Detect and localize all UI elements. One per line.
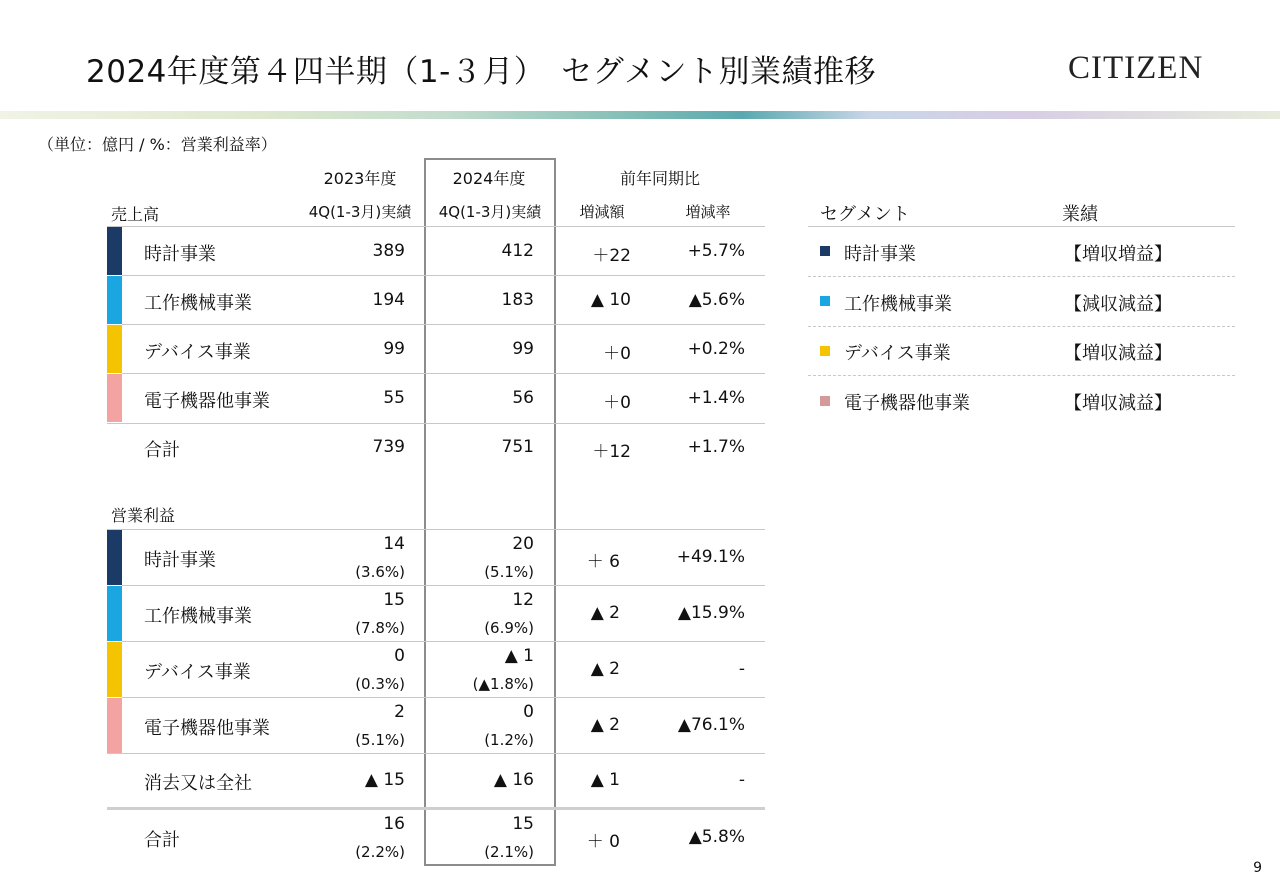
- header-2023: 2023年度: [323, 169, 397, 188]
- divider: [122, 324, 765, 325]
- subheader-2024-q4: 4Q(1-3月)実績: [438, 203, 542, 221]
- sales-2023: 55: [383, 388, 405, 408]
- machine-legend-square: [820, 296, 830, 306]
- segment-result: 【増収減益】: [1064, 393, 1172, 414]
- op-2024: 20: [512, 534, 534, 554]
- op-total-margin-2024: (2.1%): [484, 843, 534, 861]
- op-row-name: 工作機械事業: [144, 606, 252, 627]
- op-margin-2024: (5.1%): [484, 563, 534, 581]
- sales-2023: 194: [372, 290, 405, 310]
- divider: [122, 697, 765, 698]
- op-2024: 0: [523, 702, 534, 722]
- section-sales-label: 売上高: [111, 205, 160, 224]
- segment-result: 【増収減益】: [1064, 343, 1172, 364]
- sales-diff: ＋0: [603, 393, 631, 413]
- decorative-band: [0, 111, 1280, 119]
- op-margin-2023: (3.6%): [355, 563, 405, 581]
- divider: [808, 326, 1235, 327]
- divider: [122, 275, 765, 276]
- op-rate: ▲15.9%: [677, 603, 745, 623]
- op-diff: ▲ 2: [590, 603, 620, 623]
- sales-total-2024: 751: [501, 437, 534, 457]
- op-rate: -: [738, 659, 745, 679]
- sales-2024: 56: [512, 388, 534, 408]
- current-year-highlight: [424, 158, 556, 866]
- watch-color-bar: [107, 530, 122, 585]
- electronic-color-bar: [107, 698, 122, 753]
- device-legend-square: [820, 346, 830, 356]
- divider: [808, 375, 1235, 376]
- divider: [107, 529, 765, 530]
- device-color-bar: [107, 642, 122, 697]
- op-margin-2024: (1.2%): [484, 731, 534, 749]
- sales-2024: 99: [512, 339, 534, 359]
- sales-rate: +1.4%: [687, 388, 745, 408]
- citizen-logo: CITIZEN: [1068, 50, 1204, 86]
- electronic-legend-square: [820, 396, 830, 406]
- watch-color-bar: [107, 227, 122, 275]
- sales-rate: +0.2%: [687, 339, 745, 359]
- watch-legend-square: [820, 246, 830, 256]
- section-op-label: 営業利益: [111, 506, 176, 525]
- op-row-name: 消去又は全社: [144, 773, 252, 794]
- op-row-name: 時計事業: [144, 550, 216, 571]
- op-total-rate: ▲5.8%: [688, 827, 745, 847]
- op-diff: ▲ 2: [590, 715, 620, 735]
- header-yoy: 前年同期比: [619, 169, 700, 188]
- op-margin-2024: (6.9%): [484, 619, 534, 637]
- op-2024: ▲ 1: [504, 646, 534, 666]
- op-total-2023: 16: [383, 814, 405, 834]
- page-title: 2024年度第４四半期（1-３月） セグメント別業績推移: [86, 54, 876, 90]
- segment-header: セグメント: [820, 204, 910, 225]
- op-2023: ▲ 15: [364, 770, 405, 790]
- divider: [107, 807, 765, 810]
- device-color-bar: [107, 325, 122, 373]
- segment-name: 工作機械事業: [844, 294, 952, 315]
- sales-total-label: 合計: [144, 440, 180, 461]
- sales-2024: 412: [501, 241, 534, 261]
- divider: [808, 226, 1235, 227]
- op-2023: 2: [394, 702, 405, 722]
- subheader-diff: 増減額: [579, 203, 625, 221]
- divider: [107, 423, 765, 424]
- sales-diff: ＋0: [603, 344, 631, 364]
- divider: [808, 276, 1235, 277]
- divider: [107, 753, 765, 754]
- op-total-2024: 15: [512, 814, 534, 834]
- op-total-diff: ＋ 0: [586, 832, 620, 852]
- op-margin-2023: (7.8%): [355, 619, 405, 637]
- sales-diff: ＋22: [592, 246, 631, 266]
- sales-row-name: 時計事業: [144, 244, 216, 265]
- sales-row-name: 工作機械事業: [144, 293, 252, 314]
- sales-diff: ▲ 10: [590, 290, 631, 310]
- sales-2023: 389: [372, 241, 405, 261]
- divider: [122, 585, 765, 586]
- op-diff: ▲ 1: [590, 770, 620, 790]
- op-2023: 15: [383, 590, 405, 610]
- op-rate: +49.1%: [676, 547, 745, 567]
- page-number: 9: [1253, 860, 1262, 876]
- op-diff: ＋ 6: [586, 552, 620, 572]
- subheader-rate: 増減率: [685, 203, 731, 221]
- sales-row-name: デバイス事業: [144, 342, 251, 363]
- op-margin-2024: (▲1.8%): [472, 675, 534, 693]
- segment-name: デバイス事業: [844, 343, 951, 364]
- divider: [122, 641, 765, 642]
- divider: [107, 226, 765, 227]
- op-margin-2023: (5.1%): [355, 731, 405, 749]
- op-total-label: 合計: [144, 830, 180, 851]
- machine-color-bar: [107, 276, 122, 324]
- machine-color-bar: [107, 586, 122, 641]
- result-header: 業績: [1062, 204, 1098, 225]
- sales-total-diff: ＋12: [592, 442, 631, 462]
- op-row-name: 電子機器他事業: [144, 718, 270, 739]
- op-row-name: デバイス事業: [144, 662, 251, 683]
- segment-name: 電子機器他事業: [844, 393, 970, 414]
- electronic-color-bar: [107, 374, 122, 422]
- op-margin-2023: (0.3%): [355, 675, 405, 693]
- unit-note: （単位：億円 / %：営業利益率）: [38, 135, 277, 154]
- sales-2024: 183: [501, 290, 534, 310]
- header-2024: 2024年度: [452, 169, 526, 188]
- sales-rate: ▲5.6%: [688, 290, 745, 310]
- sales-total-rate: +1.7%: [687, 437, 745, 457]
- segment-result: 【増収増益】: [1064, 244, 1172, 265]
- sales-rate: +5.7%: [687, 241, 745, 261]
- divider: [122, 373, 765, 374]
- op-2024: 12: [512, 590, 534, 610]
- segment-result: 【減収減益】: [1064, 294, 1172, 315]
- sales-2023: 99: [383, 339, 405, 359]
- op-rate: -: [738, 770, 745, 790]
- op-diff: ▲ 2: [590, 659, 620, 679]
- op-rate: ▲76.1%: [677, 715, 745, 735]
- op-2024: ▲ 16: [493, 770, 534, 790]
- op-total-margin-2023: (2.2%): [355, 843, 405, 861]
- op-2023: 14: [383, 534, 405, 554]
- sales-total-2023: 739: [372, 437, 405, 457]
- segment-name: 時計事業: [844, 244, 916, 265]
- subheader-2023-q4: 4Q(1-3月)実績: [308, 203, 412, 221]
- op-2023: 0: [394, 646, 405, 666]
- sales-row-name: 電子機器他事業: [144, 391, 270, 412]
